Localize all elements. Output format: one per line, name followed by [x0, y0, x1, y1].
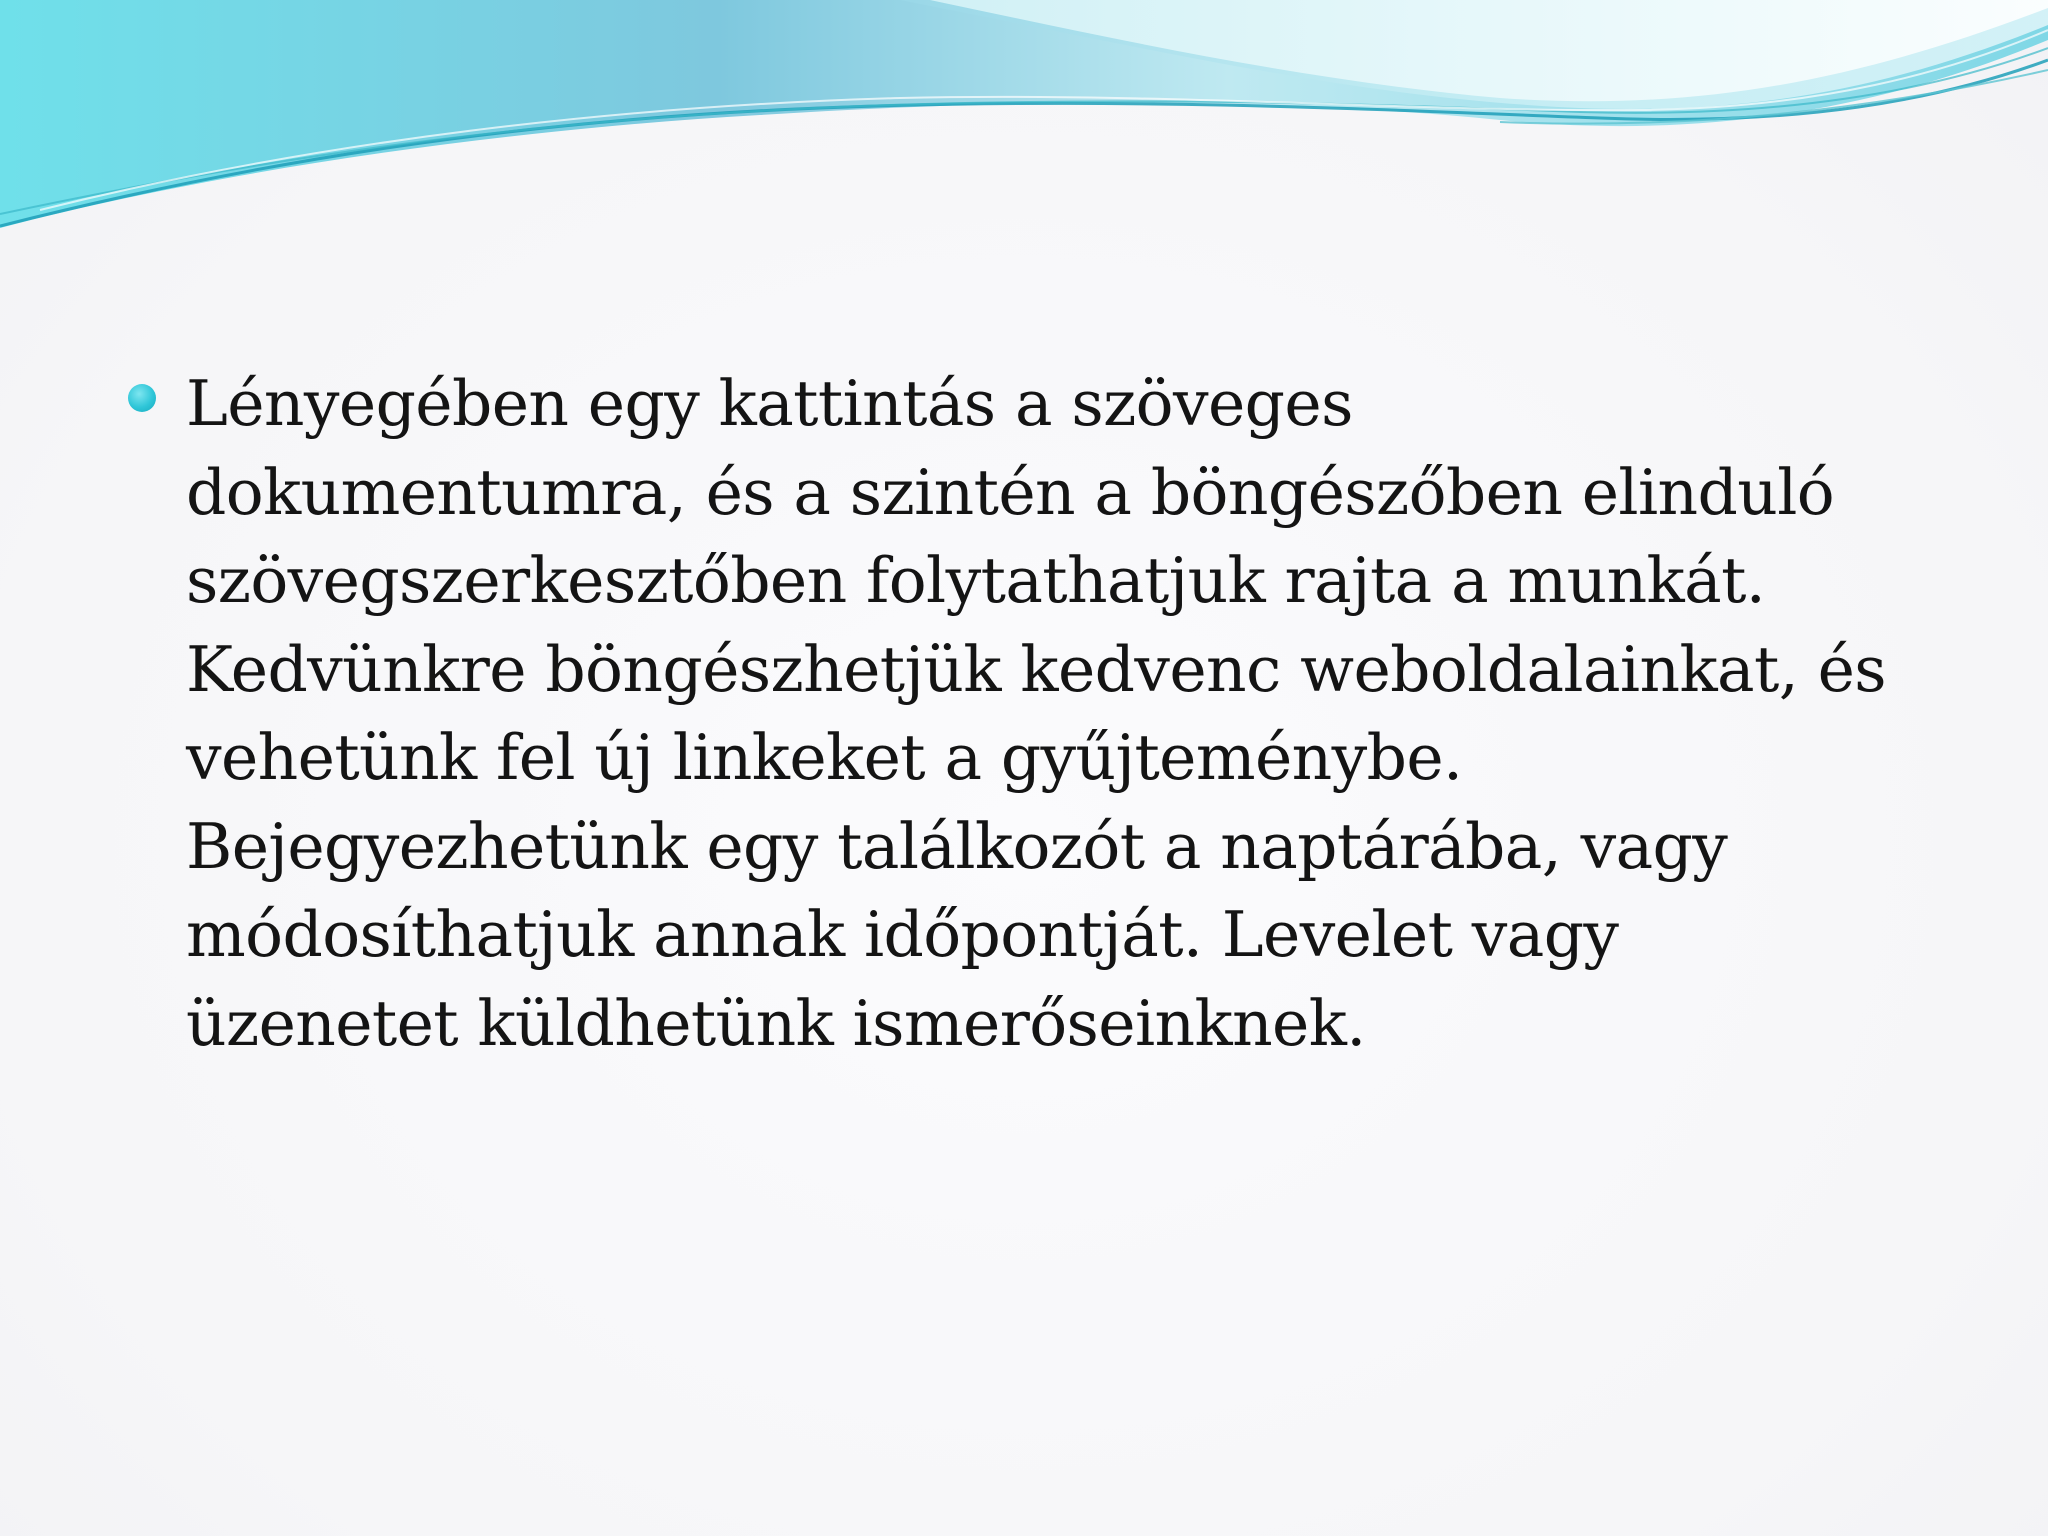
header-wave-decoration [0, 0, 2048, 260]
bullet-dot-icon [128, 384, 156, 412]
bullet-item [128, 360, 1928, 1068]
slide-content [128, 360, 1928, 1068]
bullet-text: Lényegében egy kattintás a szöveges dokumentumra, és a szintén a böngészőben elinduló szövegszerkesztőben folytathatjuk rajta a munkát. Kedvünkre böngészhetjük kedvenc weboldalainkat, és vehetünk fel új linkeket a gyűjteménybe. Bejegyezhetünk egy találkozót a naptárába, vagy módosíthatjuk annak időpontját. Levelet vagy üzenetet küldhetünk ismerőseinknek. [186, 367, 1886, 1060]
